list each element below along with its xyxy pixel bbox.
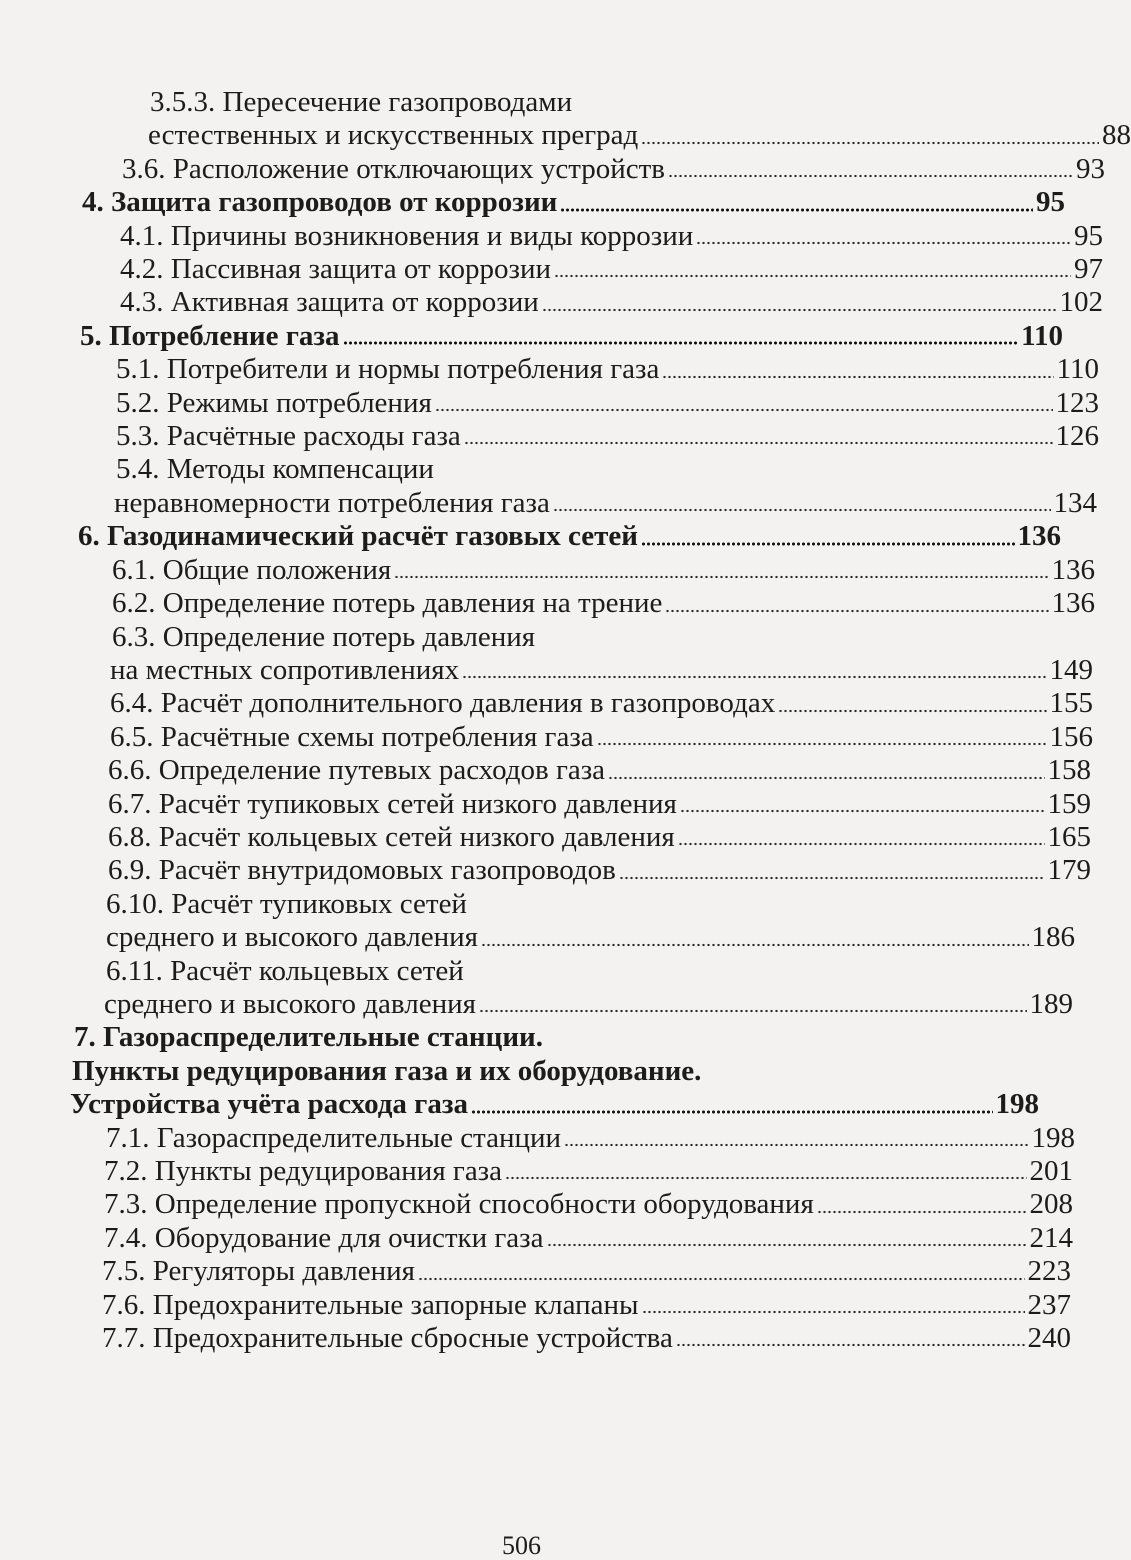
toc-entry-title: 7.4. Оборудование для очистки газа — [104, 1221, 544, 1254]
toc-entry — [0, 1322, 1071, 1355]
toc-entry — [0, 119, 1131, 152]
toc-entry — [0, 1155, 1073, 1188]
toc-page-number: 237 — [1027, 1288, 1071, 1321]
dot-leader — [678, 842, 1045, 846]
toc-entry-line: 6.10. Расчёт тупиковых сетей — [106, 887, 467, 920]
dot-leader — [554, 274, 1071, 278]
toc-entry — [0, 253, 1103, 286]
toc-entry-line: 6.11. Расчёт кольцевых сетей — [106, 954, 464, 987]
dot-leader — [676, 1343, 1025, 1347]
toc-page-number: 240 — [1027, 1322, 1071, 1355]
dot-leader — [418, 1277, 1025, 1281]
dot-leader — [481, 943, 1029, 947]
toc-entry — [0, 788, 1091, 821]
toc-page-number: 134 — [1053, 486, 1097, 519]
toc-page-number: 110 — [1056, 353, 1099, 386]
dot-leader — [641, 141, 1099, 145]
toc-page-number: 93 — [1076, 152, 1105, 185]
toc-entry-title: на местных сопротивлениях — [110, 653, 460, 686]
dot-leader — [471, 1110, 993, 1114]
toc-page-number: 159 — [1047, 787, 1091, 820]
dot-leader — [662, 375, 1053, 379]
toc-entry — [0, 687, 1093, 720]
toc-page-number: 136 — [1017, 520, 1061, 553]
toc-entry-title: неравномерности потребления газа — [114, 486, 550, 519]
toc-entry — [0, 754, 1091, 787]
toc-entry — [0, 721, 1093, 754]
toc-page-number: 123 — [1055, 386, 1099, 419]
dot-leader — [608, 776, 1044, 780]
dot-leader — [464, 441, 1053, 445]
toc-entry-title: 3.6. Расположение отключающих устройств — [122, 152, 665, 185]
toc-chapter-line: 7. Газораспределительные станции. — [74, 1021, 543, 1054]
dot-leader — [553, 508, 1051, 512]
dot-leader — [619, 876, 1045, 880]
toc-entry — [0, 1188, 1073, 1221]
dot-leader — [343, 341, 1019, 345]
toc-entry — [0, 420, 1099, 453]
toc-page-number: 158 — [1047, 754, 1091, 787]
toc-chapter-entry — [0, 320, 1063, 353]
toc-entry — [0, 1222, 1073, 1255]
toc-entry-title: 6.2. Определение потерь давления на трение — [112, 587, 663, 620]
toc-page-number: 198 — [995, 1088, 1039, 1121]
toc-entry-title: 7.2. Пункты редуцирования газа — [104, 1155, 503, 1187]
dot-leader — [462, 675, 1046, 679]
toc-entry — [0, 220, 1103, 253]
page-number-footer: 506 — [502, 1531, 541, 1560]
toc-page-number: 95 — [1036, 186, 1065, 219]
toc-page-number: 88 — [1102, 119, 1131, 152]
toc-page-number: 126 — [1055, 420, 1099, 453]
toc-entry-title: 7.5. Регуляторы давления — [102, 1255, 415, 1288]
dot-leader — [394, 575, 1048, 579]
toc-page-number: 165 — [1047, 820, 1091, 853]
toc-entry — [0, 1289, 1071, 1322]
toc-entry-title: среднего и высокого давления — [104, 987, 476, 1020]
toc-entry — [0, 854, 1091, 887]
dot-leader — [817, 1210, 1027, 1214]
toc-entry — [0, 587, 1095, 620]
toc-chapter-title: Устройства учёта расхода газа — [70, 1088, 468, 1121]
dot-leader — [641, 542, 1015, 546]
toc-entry-title: 4.1. Причины возникновения и виды коррозии — [120, 219, 694, 252]
dot-leader — [668, 174, 1073, 178]
dot-leader — [597, 742, 1047, 746]
toc-page-number: 198 — [1031, 1121, 1075, 1154]
toc-entry-title: 5.2. Режимы потребления — [116, 386, 432, 419]
toc-page-number: 201 — [1029, 1155, 1073, 1187]
table-of-contents — [0, 86, 1131, 1355]
toc-page-number: 149 — [1049, 653, 1093, 686]
toc-chapter-entry — [0, 186, 1065, 219]
toc-entry — [0, 286, 1103, 319]
toc-chapter-title: 5. Потребление газа — [80, 319, 340, 352]
dot-leader — [547, 1243, 1027, 1247]
toc-chapter-line: Пункты редуцирования газа и их оборудование. — [72, 1054, 702, 1087]
dot-leader — [696, 241, 1071, 245]
toc-page-number: 136 — [1051, 553, 1095, 586]
toc-chapter-title: 6. Газодинамический расчёт газовых сетей — [78, 520, 638, 553]
toc-page-number: 223 — [1027, 1255, 1071, 1288]
toc-page-number: 110 — [1021, 319, 1063, 352]
toc-entry-title: 5.1. Потребители и нормы потребления газа — [116, 353, 660, 386]
toc-page-number: 155 — [1049, 687, 1093, 720]
toc-entry-line: 5.4. Методы компенсации — [116, 453, 434, 486]
toc-entry — [0, 554, 1095, 587]
dot-leader — [680, 809, 1045, 813]
toc-entry — [0, 153, 1105, 186]
toc-entry-title: 7.3. Определение пропускной способности оборудования — [104, 1188, 814, 1221]
toc-entry-line: 6.3. Определение потерь давления — [112, 620, 536, 653]
toc-page-number: 136 — [1051, 587, 1095, 620]
toc-entry-title: 6.9. Расчёт внутридомовых газопроводов — [108, 854, 616, 887]
dot-leader — [542, 308, 1057, 312]
toc-page-number: 208 — [1029, 1188, 1073, 1221]
dot-leader — [778, 709, 1046, 713]
toc-chapter-title: 4. Защита газопроводов от коррозии — [82, 186, 558, 219]
toc-entry-title: 4.2. Пассивная защита от коррозии — [120, 253, 551, 286]
toc-page-number: 97 — [1074, 253, 1103, 286]
toc-entry-title: 7.1. Газораспределительные станции — [106, 1121, 562, 1154]
toc-entry — [0, 988, 1073, 1021]
toc-entry-title: 7.6. Предохранительные запорные клапаны — [102, 1288, 639, 1321]
toc-page-number: 95 — [1074, 219, 1103, 252]
dot-leader — [560, 208, 1033, 212]
dot-leader — [642, 1310, 1025, 1314]
toc-entry-title: среднего и высокого давления — [106, 921, 478, 954]
toc-entry — [0, 487, 1097, 520]
toc-entry-title: 6.4. Расчёт дополнительного давления в газопроводах — [110, 687, 776, 720]
toc-entry-title: 7.7. Предохранительные сбросные устройства — [102, 1322, 673, 1355]
dot-leader — [665, 609, 1048, 613]
toc-entry-line: 3.5.3. Пересечение газопроводами — [150, 86, 573, 118]
toc-entry — [0, 353, 1099, 386]
toc-page-number: 214 — [1029, 1221, 1073, 1254]
toc-entry-title: 6.5. Расчётные схемы потребления газа — [110, 720, 594, 753]
toc-entry-title: 6.7. Расчёт тупиковых сетей низкого давления — [108, 787, 677, 820]
toc-chapter-entry — [0, 1088, 1039, 1121]
toc-entry-title: 5.3. Расчётные расходы газа — [116, 420, 461, 453]
toc-page-number: 186 — [1031, 921, 1075, 954]
toc-chapter-entry — [0, 520, 1061, 553]
toc-entry-title: естественных и искусственных преград — [148, 119, 639, 152]
toc-entry-title: 6.6. Определение путевых расходов газа — [108, 754, 606, 787]
toc-page-number: 179 — [1047, 854, 1091, 887]
toc-entry-title: 6.8. Расчёт кольцевых сетей низкого давления — [108, 820, 675, 853]
dot-leader — [505, 1176, 1026, 1180]
dot-leader — [435, 408, 1053, 412]
toc-entry-title: 6.1. Общие положения — [112, 553, 392, 586]
dot-leader — [564, 1143, 1028, 1147]
toc-entry — [0, 1255, 1071, 1288]
toc-entry — [0, 821, 1091, 854]
toc-page-number: 102 — [1059, 286, 1103, 319]
dot-leader — [479, 1009, 1027, 1013]
toc-entry — [0, 654, 1093, 687]
toc-entry — [0, 1122, 1075, 1155]
toc-entry — [0, 387, 1099, 420]
toc-entry — [0, 921, 1075, 954]
toc-page-number: 189 — [1029, 987, 1073, 1020]
toc-entry-title: 4.3. Активная защита от коррозии — [120, 286, 539, 319]
toc-page-number: 156 — [1049, 720, 1093, 753]
